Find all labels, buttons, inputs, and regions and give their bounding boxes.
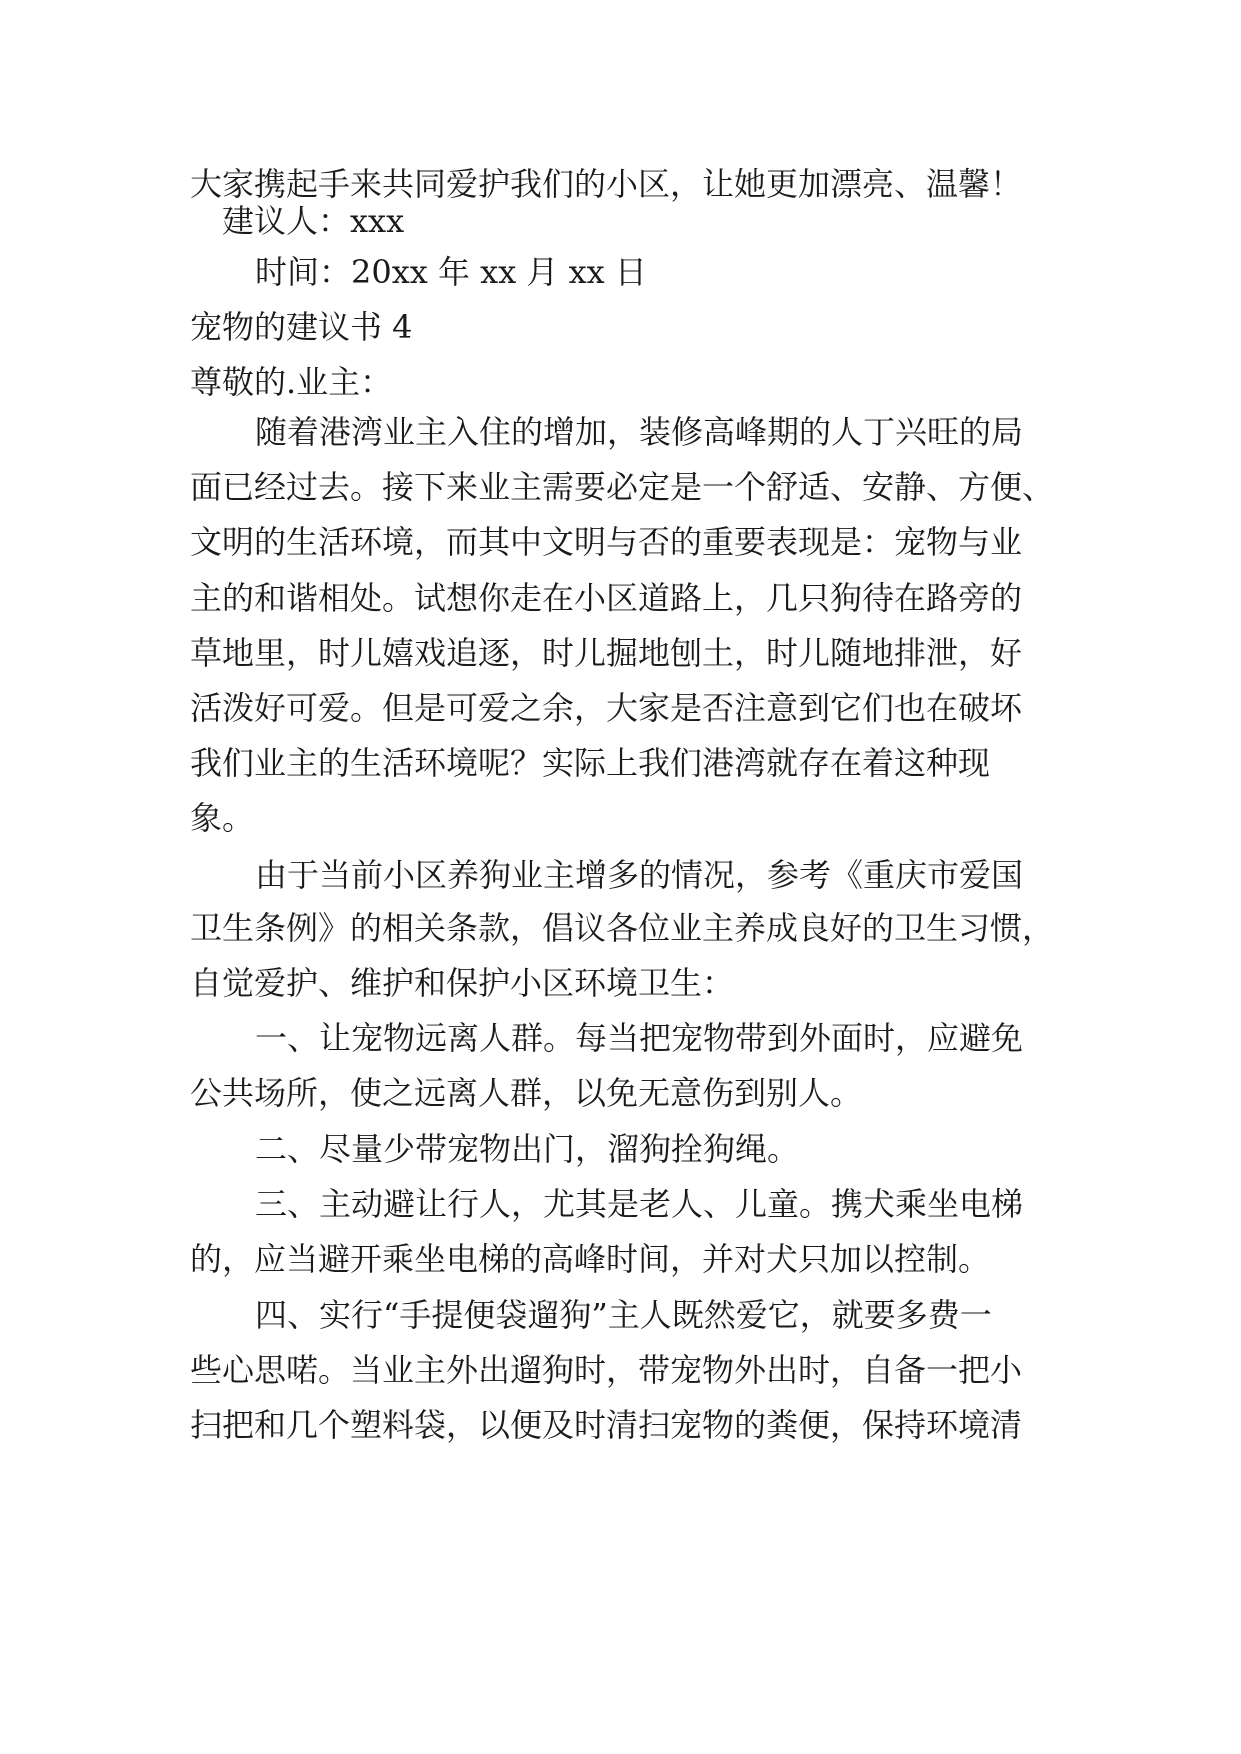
item-4-line: 四、实行“手提便袋遛狗”主人既然爱它，就要多费一 (255, 1296, 992, 1334)
salutation: 尊敬的.业主： (190, 363, 393, 401)
item-2-line: 二、尽量少带宠物出门，溜狗拴狗绳。 (255, 1130, 800, 1168)
paragraph-1-line: 活泼好可爱。但是可爱之余，大家是否注意到它们也在破坏 (190, 689, 1023, 727)
paragraph-2-line: 卫生条例》的相关条款，倡议各位业主养成良好的卫生习惯， (190, 909, 1055, 947)
paragraph-1-line: 面已经过去。接下来业主需要必定是一个舒适、安静、方便、 (190, 468, 1055, 506)
paragraph-1-line: 随着港湾业主入住的增加，装修高峰期的人丁兴旺的局 (255, 413, 1024, 451)
item-4-line: 扫把和几个塑料袋，以便及时清扫宠物的粪便，保持环境清 (190, 1406, 1023, 1444)
date-line: 时间：20xx 年 xx 月 xx 日 (255, 253, 647, 291)
item-4-line: 些心思喏。当业主外出遛狗时，带宠物外出时，自备一把小 (190, 1351, 1023, 1389)
section-title: 宠物的建议书 4 (190, 308, 413, 346)
paragraph-1-line: 草地里，时儿嬉戏追逐，时儿掘地刨土，时儿随地排泄，好 (190, 634, 1023, 672)
paragraph-1-line: 象。 (190, 799, 255, 837)
paragraph-2-line: 由于当前小区养狗业主增多的情况，参考《重庆市爱国 (255, 856, 1024, 894)
paragraph-1-line: 我们业主的生活环境呢？实际上我们港湾就存在着这种现 (190, 744, 991, 782)
item-1-line: 公共场所，使之远离人群，以免无意伤到别人。 (190, 1074, 863, 1112)
closing-line: 大家携起手来共同爱护我们的小区，让她更加漂亮、温馨！ (190, 165, 1023, 203)
item-3-line: 三、主动避让行人，尤其是老人、儿童。携犬乘坐电梯 (255, 1185, 1024, 1223)
item-3-line: 的，应当避开乘坐电梯的高峰时间，并对犬只加以控制。 (190, 1240, 991, 1278)
paragraph-2-line: 自觉爱护、维护和保护小区环境卫生： (190, 964, 735, 1002)
paragraph-1-line: 主的和谐相处。试想你走在小区道路上，几只狗待在路旁的 (190, 579, 1023, 617)
paragraph-1-line: 文明的生活环境，而其中文明与否的重要表现是：宠物与业 (190, 523, 1023, 561)
item-1-line: 一、让宠物远离人群。每当把宠物带到外面时，应避免 (255, 1019, 1024, 1057)
signer-line: 建议人：xxx (222, 202, 405, 240)
